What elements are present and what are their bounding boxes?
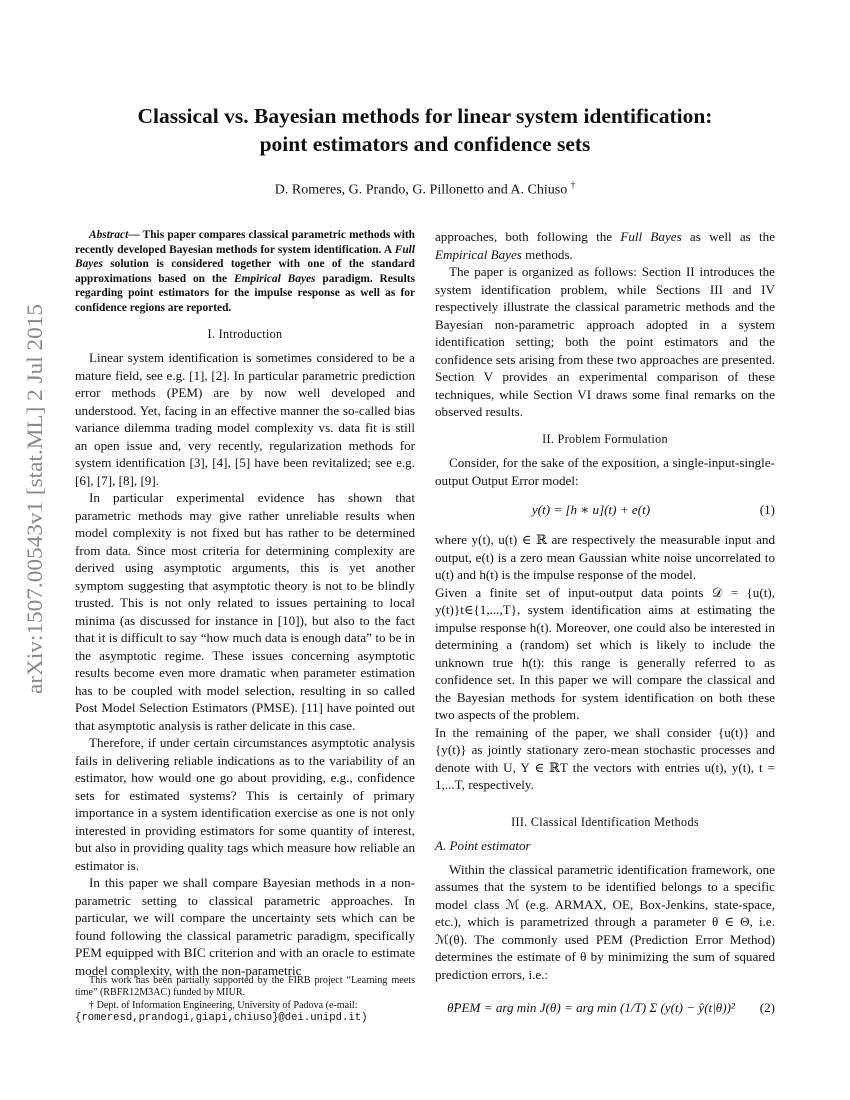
subsection-point-estimator: A. Point estimator [435,838,531,853]
problem-paragraph-3: Given a finite set of input-output data points 𝒟 = {u(t), y(t)}t∈{1,...,T}, system identification aims at estimating the impulse response h(t). Moreover, one could also be interested in determining a (random) set which is likely to include the unknown true h(t): this range is generally referred to as confidence set. In this paper we will compare the classical and the Bayesian methods for system identification on both these two aspects of the problem. [435,584,775,722]
right-column [435,228,775,1033]
left-column [75,228,415,979]
equation-2-body: θ̂PEM = arg min J(θ) = arg min (1/T) Σ (y(t) − ŷ(t|θ))² [447,1000,735,1016]
classical-paragraph-1: Within the classical parametric identification framework, one assumes that the system to be identified belongs to a specific model class ℳ (e.g. ARMAX, OE, Box-Jenkins, state-space, etc.), which is parametrized through a parameter θ ∈ Θ, i.e. ℳ(θ). The commonly used PEM (Prediction Error Method) determines the estimate of θ by minimizing the sum of squared prediction errors, i.e.: [435,861,775,982]
footnotes [75,975,415,1025]
equation-1-body: y(t) = [h ∗ u](t) + e(t) [531,502,651,518]
abstract: Abstract— This paper compares classical parametric methods with recently developed Bayesian methods for system identification. A Full Bayes solution is considered together with one of the standard approximations based on the Empirical Bayes paradigm. Results regarding point estimators for the impulse response as well as for confidence regions are reported. [75,229,416,314]
affiliation-mark: † [570,180,576,190]
right-paragraph-2: The paper is organized as follows: Section II introduces the system identification problem, while Sections III and IV respectively illustrate the classical parametric methods and the Bayesian non-parametric approach adopted in a system identification setting; both the point estimators and the confidence sets arising from these two approaches are presented. Section V provides an experimental comparison of these techniques, while Section VI draws some final remarks on the observed results. [435,264,775,419]
equation-1 [435,497,775,523]
authors [60,180,790,199]
section-heading-problem: II. Problem Formulation [542,431,668,446]
footnote-email: {romeresd,prandogi,giapi,chiuso}@dei.unipd.it) [75,1012,368,1025]
title-line-1: Classical vs. Bayesian methods for linear system identification: [137,104,713,128]
arxiv-stamp [8,300,54,700]
equation-2 [435,991,775,1025]
intro-paragraph-2: In particular experimental evidence has shown that parametric methods may give rather unreliable results when model complexity is not fixed but has rather to be determined from data. Since most criteria for determining complexity are derived using asymptotic arguments, this is yet another symptom suggesting that asymptotic theory is not to be blindly trusted. This is not only related to issues pertaining to local minima (as discussed for instance in [10]), but also to the fact that it is difficult to say “how much data is enough data” to be in the asymptotic regime. These issues concerning asymptotic results become even more dramatic when parameter estimation has to be coupled with model selection, resulting in so called Post Model Selection Estimators (PMSE). [11] have pointed out that asymptotic analysis is rather delicate in this case. [75,490,415,733]
problem-paragraph-1: Consider, for the sake of the exposition, a single-input-single-output Output Error model: [435,455,775,488]
intro-paragraph-1: Linear system identification is sometimes considered to be a mature field, see e.g. [1], [2]. In particular parametric prediction error methods (PEM) are by now well developed and understood. Yet, facing in an effective manner the so-called bias variance dilemma trading model complexity vs. data fit is still an open issue and, very recently, regularization methods for system identification [3], [4], [5] have been revitalized; see e.g. [6], [7], [8], [9]. [75,350,415,488]
problem-paragraph-4: In the remaining of the paper, we shall consider {u(t)} and {y(t)} as jointly stationary zero-mean stochastic processes and denote with U, Y ∈ ℝT the vectors with entries u(t), y(t), t = 1,...T, respectively. [435,724,775,792]
section-heading-intro: I. Introduction [207,326,283,341]
footnote-funding: This work has been partially supported by the FIRB project “Learning meets time” (RBFR12M3AC) funded by MIUR. [75,975,415,999]
footnote-affiliation: † Dept. of Information Engineering, University of Padova (e-mail: [89,999,358,1011]
section-heading-classical: III. Classical Identification Methods [511,814,699,829]
equation-2-number: (2) [759,1000,775,1016]
author-names: D. Romeres, G. Prando, G. Pillonetto and A. Chiuso [274,182,568,198]
problem-paragraph-2: where y(t), u(t) ∈ ℝ are respectively the measurable input and output, e(t) is a zero mean Gaussian white noise uncorrelated to u(t) and h(t) is the impulse response of the model. [435,532,775,582]
intro-paragraph-4: In this paper we shall compare Bayesian methods in a non-parametric setting to classical parametric approaches. In particular, we will compare the uncertainty sets which can be found following the classical parametric paradigm, specifically PEM equipped with BIC criterion and with an oracle to estimate model complexity, with the non-parametric [75,875,415,978]
right-paragraph-1: approaches, both following the Full Bayes as well as the Empirical Bayes methods. [435,229,776,262]
paper-title [60,102,790,158]
equation-1-number: (1) [759,502,775,518]
arxiv-id: arXiv:1507.00543v1 [stat.ML] 2 Jul 2015 [22,316,47,694]
title-line-2: point estimators and confidence sets [259,132,591,156]
intro-paragraph-3: Therefore, if under certain circumstances asymptotic analysis fails in delivering reliable indications as to the variability of an estimator, how would one go about providing, e.g., confidence sets for estimated systems? This is certainly of primary importance in a system identification exercise as one is not only interested in providing estimators for some quantity of interest, but also in providing quality tags which measure how reliable an estimator is. [75,735,415,873]
